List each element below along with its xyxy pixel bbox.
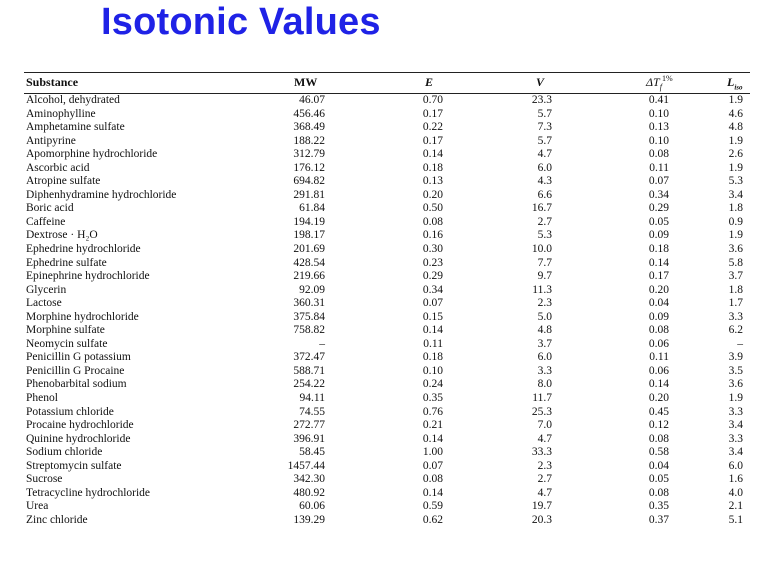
cell-v: 9.7 bbox=[537, 270, 552, 283]
cell-freezing-point: 0.08 bbox=[648, 324, 669, 337]
cell-freezing-point: 0.12 bbox=[648, 419, 669, 432]
header-dt-delta: ΔT bbox=[646, 75, 660, 89]
table-row bbox=[0, 257, 784, 271]
cell-freezing-point: 0.29 bbox=[648, 202, 669, 215]
cell-mw: 456.46 bbox=[293, 107, 325, 120]
cell-mw: 272.77 bbox=[293, 419, 325, 432]
cell-substance: Zinc chloride bbox=[26, 513, 88, 526]
cell-liso: 3.3 bbox=[728, 310, 743, 323]
cell-substance: Ephedrine hydrochloride bbox=[26, 243, 141, 256]
cell-v: 20.3 bbox=[531, 513, 552, 526]
cell-substance: Apomorphine hydrochloride bbox=[26, 148, 158, 161]
cell-e: 0.07 bbox=[422, 459, 443, 472]
table-row bbox=[0, 202, 784, 216]
cell-freezing-point: 0.11 bbox=[649, 161, 669, 174]
cell-liso: – bbox=[737, 337, 743, 350]
cell-e: 1.00 bbox=[422, 446, 443, 459]
table-row bbox=[0, 94, 784, 108]
cell-substance: Dextrose · H₂O bbox=[26, 229, 98, 242]
table-row bbox=[0, 378, 784, 392]
cell-mw: 758.82 bbox=[293, 324, 325, 337]
table-row bbox=[0, 175, 784, 189]
cell-mw: 588.71 bbox=[293, 364, 325, 377]
cell-freezing-point: 0.41 bbox=[648, 94, 669, 106]
table-row bbox=[0, 148, 784, 162]
table-row bbox=[0, 324, 784, 338]
table-row bbox=[0, 229, 784, 243]
cell-substance: Ephedrine sulfate bbox=[26, 256, 107, 269]
table-row bbox=[0, 446, 784, 460]
table-row bbox=[0, 243, 784, 257]
cell-substance: Procaine hydrochloride bbox=[26, 419, 134, 432]
table-row bbox=[0, 297, 784, 311]
cell-e: 0.14 bbox=[422, 148, 443, 161]
cell-substance: Amphetamine sulfate bbox=[26, 121, 125, 134]
cell-liso: 3.3 bbox=[728, 405, 743, 418]
cell-liso: 1.9 bbox=[728, 392, 743, 405]
cell-e: 0.21 bbox=[422, 419, 443, 432]
table-row bbox=[0, 108, 784, 122]
cell-substance: Penicillin G potassium bbox=[26, 351, 131, 364]
cell-v: 8.0 bbox=[537, 378, 552, 391]
cell-freezing-point: 0.35 bbox=[648, 500, 669, 513]
cell-v: 5.3 bbox=[537, 229, 552, 242]
header-dt-sup: 1% bbox=[661, 74, 673, 83]
cell-liso: 6.2 bbox=[728, 324, 743, 337]
cell-freezing-point: 0.05 bbox=[648, 473, 669, 486]
cell-mw: 74.55 bbox=[299, 405, 325, 418]
cell-mw: 428.54 bbox=[293, 256, 325, 269]
cell-e: 0.10 bbox=[422, 364, 443, 377]
cell-liso: 1.8 bbox=[728, 202, 743, 215]
cell-e: 0.20 bbox=[422, 188, 443, 201]
cell-freezing-point: 0.09 bbox=[648, 310, 669, 323]
cell-liso: 6.0 bbox=[728, 459, 743, 472]
table-row bbox=[0, 284, 784, 298]
cell-e: 0.76 bbox=[422, 405, 443, 418]
cell-substance: Potassium chloride bbox=[26, 405, 114, 418]
cell-substance: Antipyrine bbox=[26, 134, 76, 147]
cell-mw: 219.66 bbox=[293, 270, 325, 283]
cell-substance: Penicillin G Procaine bbox=[26, 364, 125, 377]
cell-mw: 312.79 bbox=[293, 148, 325, 161]
cell-freezing-point: 0.11 bbox=[649, 351, 669, 364]
table-row bbox=[0, 351, 784, 365]
cell-v: 2.3 bbox=[537, 297, 552, 310]
cell-mw: 360.31 bbox=[293, 297, 325, 310]
cell-liso: 3.4 bbox=[728, 188, 743, 201]
cell-e: 0.14 bbox=[422, 486, 443, 499]
cell-v: 5.0 bbox=[537, 310, 552, 323]
cell-v: 5.7 bbox=[537, 134, 552, 147]
cell-liso: 0.9 bbox=[728, 215, 743, 228]
cell-freezing-point: 0.20 bbox=[648, 283, 669, 296]
header-substance: Substance bbox=[26, 75, 79, 89]
table-row bbox=[0, 487, 784, 501]
table-row bbox=[0, 433, 784, 447]
cell-e: 0.07 bbox=[422, 297, 443, 310]
table-body bbox=[0, 94, 784, 528]
cell-freezing-point: 0.10 bbox=[648, 134, 669, 147]
cell-e: 0.16 bbox=[422, 229, 443, 242]
cell-e: 0.34 bbox=[422, 283, 443, 296]
cell-mw: 368.49 bbox=[293, 121, 325, 134]
table-row bbox=[0, 406, 784, 420]
table-row bbox=[0, 419, 784, 433]
cell-v: 25.3 bbox=[531, 405, 552, 418]
cell-mw: 61.84 bbox=[299, 202, 325, 215]
cell-substance: Alcohol, dehydrated bbox=[26, 94, 120, 106]
cell-e: 0.14 bbox=[422, 324, 443, 337]
cell-freezing-point: 0.20 bbox=[648, 392, 669, 405]
cell-liso: 3.6 bbox=[728, 378, 743, 391]
cell-mw: 176.12 bbox=[293, 161, 325, 174]
table-row bbox=[0, 365, 784, 379]
cell-liso: 2.1 bbox=[728, 500, 743, 513]
cell-v: 7.3 bbox=[537, 121, 552, 134]
cell-e: 0.35 bbox=[422, 392, 443, 405]
cell-substance: Lactose bbox=[26, 297, 62, 310]
cell-liso: 1.9 bbox=[728, 229, 743, 242]
cell-liso: 3.4 bbox=[728, 419, 743, 432]
cell-liso: 2.6 bbox=[728, 148, 743, 161]
cell-freezing-point: 0.14 bbox=[648, 256, 669, 269]
cell-freezing-point: 0.04 bbox=[648, 459, 669, 472]
header-e: E bbox=[425, 75, 434, 89]
table-row bbox=[0, 473, 784, 487]
cell-mw: 1457.44 bbox=[287, 459, 325, 472]
table-row bbox=[0, 311, 784, 325]
cell-substance: Sucrose bbox=[26, 473, 63, 486]
cell-mw: 94.11 bbox=[299, 392, 325, 405]
cell-liso: 1.8 bbox=[728, 283, 743, 296]
cell-e: 0.13 bbox=[422, 175, 443, 188]
cell-e: 0.17 bbox=[422, 134, 443, 147]
cell-v: 4.7 bbox=[537, 486, 552, 499]
cell-liso: 1.9 bbox=[728, 161, 743, 174]
table-row bbox=[0, 189, 784, 203]
cell-freezing-point: 0.08 bbox=[648, 432, 669, 445]
table-row bbox=[0, 121, 784, 135]
page-title: Isotonic Values bbox=[101, 1, 381, 43]
cell-liso: 5.3 bbox=[728, 175, 743, 188]
cell-v: 10.0 bbox=[531, 243, 552, 256]
header-v: V bbox=[536, 75, 545, 89]
cell-substance: Quinine hydrochloride bbox=[26, 432, 131, 445]
cell-v: 6.0 bbox=[537, 161, 552, 174]
cell-substance: Ascorbic acid bbox=[26, 161, 90, 174]
cell-substance: Phenol bbox=[26, 392, 58, 405]
cell-e: 0.62 bbox=[422, 513, 443, 526]
header-liso-sub: iso bbox=[734, 83, 743, 92]
cell-v: 11.7 bbox=[532, 392, 552, 405]
cell-v: 2.3 bbox=[537, 459, 552, 472]
cell-liso: 5.8 bbox=[728, 256, 743, 269]
cell-e: 0.18 bbox=[422, 351, 443, 364]
cell-freezing-point: 0.13 bbox=[648, 121, 669, 134]
cell-liso: 5.1 bbox=[728, 513, 743, 526]
cell-mw: 372.47 bbox=[293, 351, 325, 364]
cell-freezing-point: 0.10 bbox=[648, 107, 669, 120]
cell-v: 5.7 bbox=[537, 107, 552, 120]
cell-v: 33.3 bbox=[531, 446, 552, 459]
cell-v: 6.0 bbox=[537, 351, 552, 364]
cell-substance: Morphine hydrochloride bbox=[26, 310, 139, 323]
cell-freezing-point: 0.18 bbox=[648, 243, 669, 256]
cell-liso: 3.5 bbox=[728, 364, 743, 377]
header-mw: MW bbox=[294, 75, 318, 89]
cell-substance: Epinephrine hydrochloride bbox=[26, 270, 150, 283]
cell-e: 0.17 bbox=[422, 107, 443, 120]
cell-liso: 1.9 bbox=[728, 134, 743, 147]
cell-mw: 342.30 bbox=[293, 473, 325, 486]
table-row bbox=[0, 514, 784, 528]
cell-e: 0.18 bbox=[422, 161, 443, 174]
cell-freezing-point: 0.07 bbox=[648, 175, 669, 188]
header-liso bbox=[727, 75, 743, 94]
table-top-rule bbox=[24, 72, 750, 73]
cell-freezing-point: 0.08 bbox=[648, 486, 669, 499]
cell-freezing-point: 0.04 bbox=[648, 297, 669, 310]
table-row bbox=[0, 162, 784, 176]
header-dt-sub: f bbox=[659, 82, 662, 92]
cell-substance: Sodium chloride bbox=[26, 446, 103, 459]
cell-mw: 694.82 bbox=[293, 175, 325, 188]
cell-liso: 1.7 bbox=[728, 297, 743, 310]
cell-v: 2.7 bbox=[537, 473, 552, 486]
cell-freezing-point: 0.06 bbox=[648, 364, 669, 377]
cell-v: 4.7 bbox=[537, 148, 552, 161]
cell-substance: Morphine sulfate bbox=[26, 324, 105, 337]
cell-liso: 1.6 bbox=[728, 473, 743, 486]
cell-freezing-point: 0.58 bbox=[648, 446, 669, 459]
cell-v: 4.8 bbox=[537, 324, 552, 337]
cell-e: 0.22 bbox=[422, 121, 443, 134]
cell-substance: Phenobarbital sodium bbox=[26, 378, 127, 391]
table-row bbox=[0, 500, 784, 514]
cell-mw: 201.69 bbox=[293, 243, 325, 256]
header-liso-l: L bbox=[727, 75, 735, 89]
table-row bbox=[0, 216, 784, 230]
cell-mw: 480.92 bbox=[293, 486, 325, 499]
cell-freezing-point: 0.14 bbox=[648, 378, 669, 391]
header-freezing-point-depression bbox=[646, 72, 673, 94]
cell-v: 19.7 bbox=[531, 500, 552, 513]
cell-liso: 4.0 bbox=[728, 486, 743, 499]
cell-v: 6.6 bbox=[537, 188, 552, 201]
cell-freezing-point: 0.06 bbox=[648, 337, 669, 350]
cell-liso: 3.7 bbox=[728, 270, 743, 283]
cell-substance: Atropine sulfate bbox=[26, 175, 101, 188]
cell-substance: Streptomycin sulfate bbox=[26, 459, 122, 472]
cell-v: 7.7 bbox=[537, 256, 552, 269]
cell-substance: Aminophylline bbox=[26, 107, 96, 120]
cell-e: 0.70 bbox=[422, 94, 443, 106]
cell-e: 0.08 bbox=[422, 473, 443, 486]
table-row bbox=[0, 135, 784, 149]
cell-freezing-point: 0.45 bbox=[648, 405, 669, 418]
cell-mw: 188.22 bbox=[293, 134, 325, 147]
cell-liso: 1.9 bbox=[728, 94, 743, 106]
cell-e: 0.11 bbox=[423, 337, 443, 350]
cell-freezing-point: 0.08 bbox=[648, 148, 669, 161]
cell-v: 2.7 bbox=[537, 215, 552, 228]
cell-v: 3.7 bbox=[537, 337, 552, 350]
cell-liso: 3.3 bbox=[728, 432, 743, 445]
cell-freezing-point: 0.09 bbox=[648, 229, 669, 242]
cell-v: 3.3 bbox=[537, 364, 552, 377]
cell-mw: 46.07 bbox=[299, 94, 325, 106]
cell-e: 0.50 bbox=[422, 202, 443, 215]
cell-liso: 3.4 bbox=[728, 446, 743, 459]
cell-e: 0.14 bbox=[422, 432, 443, 445]
cell-e: 0.24 bbox=[422, 378, 443, 391]
cell-v: 23.3 bbox=[531, 94, 552, 106]
cell-freezing-point: 0.37 bbox=[648, 513, 669, 526]
cell-mw: 254.22 bbox=[293, 378, 325, 391]
cell-mw: 58.45 bbox=[299, 446, 325, 459]
cell-e: 0.15 bbox=[422, 310, 443, 323]
cell-v: 4.7 bbox=[537, 432, 552, 445]
cell-substance: Boric acid bbox=[26, 202, 74, 215]
table-row bbox=[0, 338, 784, 352]
cell-substance: Neomycin sulfate bbox=[26, 337, 108, 350]
cell-mw: 396.91 bbox=[293, 432, 325, 445]
cell-mw: 194.19 bbox=[293, 215, 325, 228]
cell-mw: 375.84 bbox=[293, 310, 325, 323]
cell-mw: 291.81 bbox=[293, 188, 325, 201]
cell-liso: 3.9 bbox=[728, 351, 743, 364]
cell-liso: 3.6 bbox=[728, 243, 743, 256]
cell-e: 0.08 bbox=[422, 215, 443, 228]
cell-substance: Diphenhydramine hydrochloride bbox=[26, 188, 177, 201]
cell-v: 16.7 bbox=[531, 202, 552, 215]
cell-mw: 92.09 bbox=[299, 283, 325, 296]
cell-e: 0.29 bbox=[422, 270, 443, 283]
cell-mw: 60.06 bbox=[299, 500, 325, 513]
cell-substance: Glycerin bbox=[26, 283, 67, 296]
cell-v: 7.0 bbox=[537, 419, 552, 432]
cell-freezing-point: 0.05 bbox=[648, 215, 669, 228]
table-row bbox=[0, 460, 784, 474]
cell-mw: 198.17 bbox=[293, 229, 325, 242]
cell-substance: Urea bbox=[26, 500, 49, 513]
cell-substance: Tetracycline hydrochloride bbox=[26, 486, 151, 499]
cell-freezing-point: 0.34 bbox=[648, 188, 669, 201]
cell-liso: 4.8 bbox=[728, 121, 743, 134]
table-row bbox=[0, 270, 784, 284]
cell-e: 0.23 bbox=[422, 256, 443, 269]
cell-v: 11.3 bbox=[532, 283, 552, 296]
cell-e: 0.30 bbox=[422, 243, 443, 256]
table-row bbox=[0, 392, 784, 406]
cell-substance: Caffeine bbox=[26, 215, 66, 228]
cell-e: 0.59 bbox=[422, 500, 443, 513]
cell-v: 4.3 bbox=[537, 175, 552, 188]
cell-mw: 139.29 bbox=[293, 513, 325, 526]
cell-mw: – bbox=[319, 337, 325, 350]
cell-freezing-point: 0.17 bbox=[648, 270, 669, 283]
cell-liso: 4.6 bbox=[728, 107, 743, 120]
